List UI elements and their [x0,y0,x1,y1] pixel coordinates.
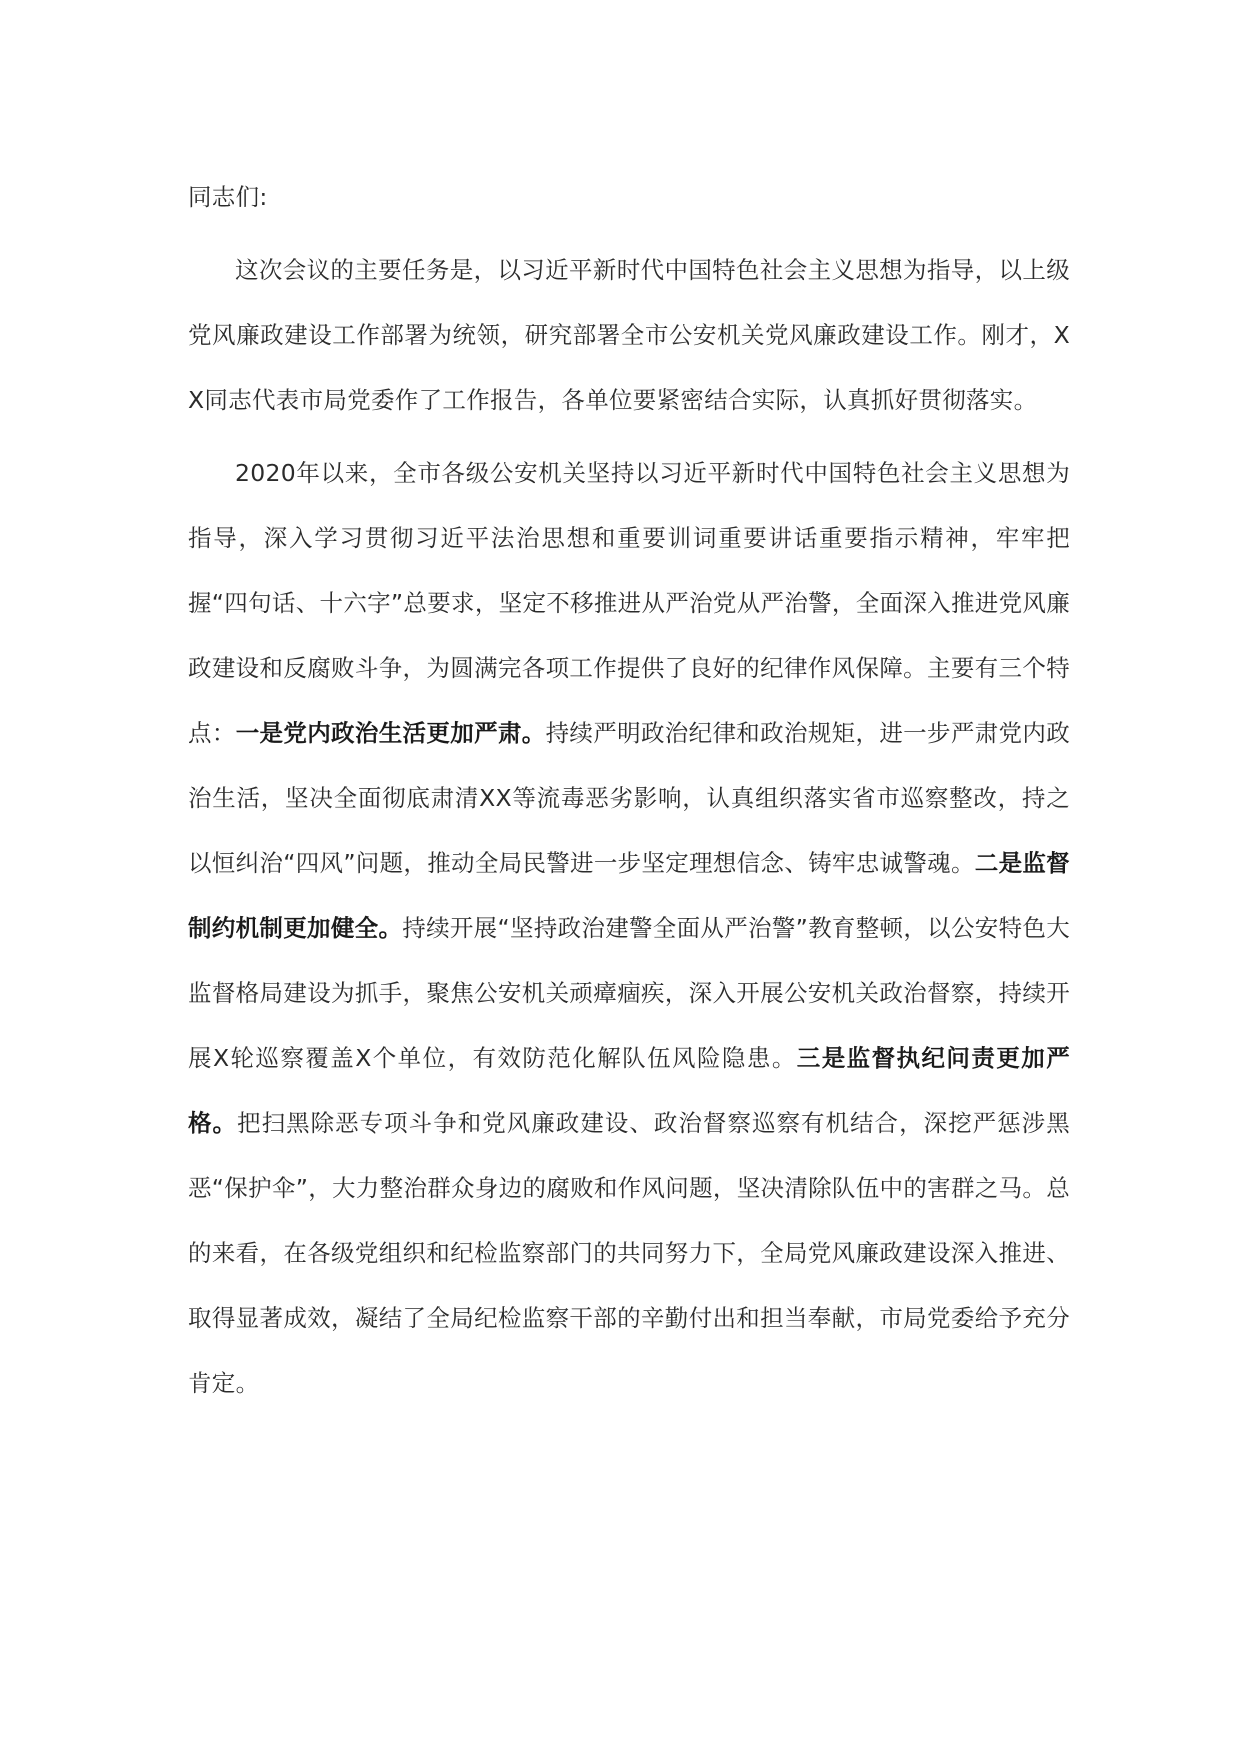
paragraph-review [188,441,1070,1416]
point-3-heading: 三是监督执纪问责更加严格。 [188,1044,1070,1137]
document-body [188,165,1070,1424]
salutation: 同志们: [188,183,268,211]
point-3-text: 把扫黑除恶专项斗争和党风廉政建设、政治督察巡察有机结合，深挖严惩涉黑恶“保护伞”，大力整治群众身边的腐败和作风问题，坚决清除队伍中的害群之马。总的来看，在各级党组织和纪检监察部门的共同努力下，全局党风廉政建设深入推进、取得显著成效，凝结了全局纪检监察干部的辛勤付出和担当奉献，市局党委给予充分肯定。 [188,1109,1070,1397]
point-2-heading: 二是监督制约机制更加健全。 [188,849,1070,942]
review-intro: 2020年以来，全市各级公安机关坚持以习近平新时代中国特色社会主义思想为指导，深入学习贯彻习近平法治思想和重要训词重要讲话重要指示精神，牢牢把握“四句话、十六字”总要求，坚定不移推进从严治党从严治警，全面深入推进党风廉政建设和反腐败斗争，为圆满完各项工作提供了良好的纪律作风保障。主要有三个特点： [188,459,1070,747]
paragraph-meeting-task: 这次会议的主要任务是，以习近平新时代中国特色社会主义思想为指导，以上级党风廉政建设工作部署为统领，研究部署全市公安机关党风廉政建设工作。刚才，XX同志代表市局党委作了工作报告，各单位要紧密结合实际，认真抓好贯彻落实。 [188,256,1070,414]
point-1-heading: 一是党内政治生活更加严肃。 [235,719,546,747]
point-2-text: 持续开展“坚持政治建警全面从严治警”教育整顿，以公安特色大监督格局建设为抓手，聚焦公安机关顽瘴痼疾，深入开展公安机关政治督察，持续开展X轮巡察覆盖X个单位，有效防范化解队伍风险隐患。 [188,914,1070,1072]
point-1-text: 持续严明政治纪律和政治规矩，进一步严肃党内政治生活，坚决全面彻底肃清XX等流毒恶劣影响，认真组织落实省市巡察整改，持之以恒纠治“四风”问题，推动全局民警进一步坚定理想信念、铸牢忠诚警魂。 [188,719,1070,877]
